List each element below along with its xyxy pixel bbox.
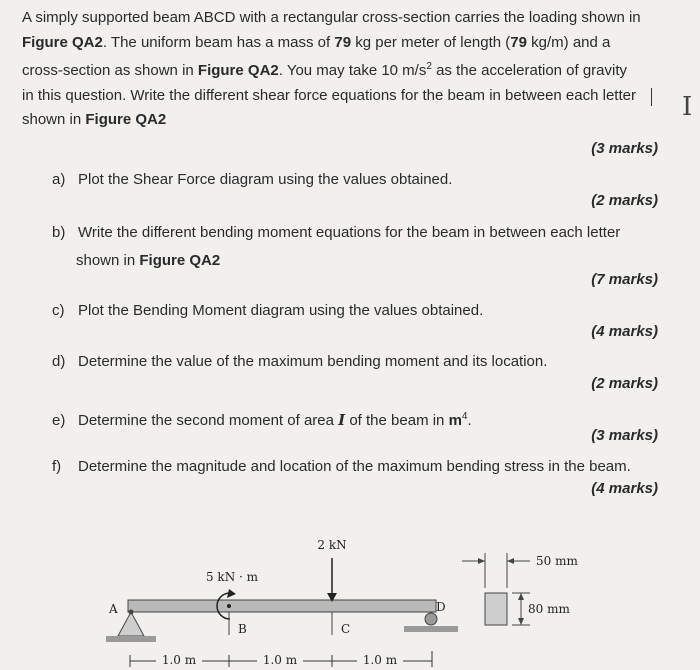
intro-text: . The uniform beam has a mass of bbox=[102, 33, 335, 51]
figure-ref: Figure QA2 bbox=[139, 252, 221, 269]
mass-value: 79 bbox=[510, 33, 527, 51]
intro-line-1: A simply supported beam ABCD with a rectangular cross-section carries the loading shown in bbox=[22, 9, 641, 26]
intro-line-5 bbox=[22, 108, 662, 133]
question-text: . bbox=[467, 412, 472, 429]
figure-ref: Figure QA2 bbox=[197, 62, 279, 79]
label-d: D bbox=[436, 600, 446, 614]
question-text: Determine the value of the maximum bending moment and its location. bbox=[78, 353, 548, 370]
roller-support-d bbox=[404, 613, 458, 632]
dimension-bc: 1.0 m bbox=[262, 653, 298, 667]
marks-label: (4 marks) bbox=[591, 323, 658, 340]
intro-line-4: in this question. Write the different shear force equations for the beam in between each letter bbox=[22, 86, 636, 104]
dimension-ab: 1.0 m bbox=[161, 653, 197, 667]
marks-label: (2 marks) bbox=[591, 375, 658, 392]
unit-m: m bbox=[448, 412, 462, 429]
moment-label: 5 kN · m bbox=[205, 570, 259, 584]
question-e bbox=[52, 405, 662, 433]
question-text: shown in bbox=[76, 252, 140, 269]
label-b: B bbox=[238, 622, 247, 636]
question-label: e) bbox=[52, 412, 66, 429]
beam bbox=[128, 600, 436, 612]
mass-value: 79 bbox=[334, 33, 352, 51]
intro-text: kg/m) and a bbox=[526, 33, 611, 51]
question-d bbox=[52, 350, 662, 374]
question-label: b) bbox=[52, 224, 66, 241]
superscript: 4 bbox=[461, 411, 468, 422]
question-text: Plot the Shear Force diagram using the values obtained. bbox=[78, 171, 453, 188]
question-text: Determine the second moment of area bbox=[78, 412, 339, 429]
ibeam-cursor-icon: I bbox=[682, 92, 693, 122]
question-intro bbox=[22, 6, 662, 133]
symbol-I: I bbox=[338, 411, 346, 429]
question-f bbox=[52, 455, 662, 479]
figure-ref: Figure QA2 bbox=[22, 33, 103, 51]
figure-ref: Figure QA2 bbox=[85, 111, 167, 128]
question-text: Plot the Bending Moment diagram using the values obtained. bbox=[78, 302, 484, 319]
marks-label: (4 marks) bbox=[591, 480, 658, 497]
label-c: C bbox=[341, 622, 351, 636]
height-label: 80 mm bbox=[528, 602, 570, 616]
point-load-arrow bbox=[327, 558, 337, 602]
marks-label: (7 marks) bbox=[591, 271, 658, 288]
intro-text: kg per meter of length ( bbox=[351, 33, 511, 51]
force-label: 2 kN bbox=[317, 538, 347, 552]
question-a bbox=[52, 168, 662, 192]
question-text: of the beam in bbox=[345, 412, 449, 429]
question-label: a) bbox=[52, 171, 66, 188]
intro-line-3 bbox=[22, 55, 662, 84]
question-label: d) bbox=[52, 353, 66, 370]
superscript: 2 bbox=[426, 61, 432, 72]
question-c bbox=[52, 299, 662, 323]
figure-qa2 bbox=[0, 525, 700, 670]
question-text: Write the different bending moment equations for the beam in between each letter bbox=[78, 224, 621, 241]
text-caret bbox=[651, 88, 652, 106]
intro-text: cross-section as shown in bbox=[22, 62, 198, 79]
question-label: c) bbox=[52, 302, 65, 319]
intro-text: as the acceleration of gravity bbox=[431, 62, 628, 79]
marks-label: (3 marks) bbox=[591, 427, 658, 444]
label-a: A bbox=[109, 602, 118, 616]
intro-text: shown in bbox=[22, 111, 86, 128]
width-label: 50 mm bbox=[536, 554, 578, 568]
question-continuation bbox=[52, 249, 662, 273]
marks-label: (2 marks) bbox=[591, 192, 658, 209]
question-b bbox=[52, 221, 662, 273]
intro-line-2 bbox=[22, 31, 662, 56]
intro-text: . You may take 10 m/s bbox=[278, 62, 427, 79]
dimension-cd: 1.0 m bbox=[362, 653, 398, 667]
cross-section bbox=[462, 553, 530, 625]
marks-label: (3 marks) bbox=[591, 140, 658, 157]
question-text: Determine the magnitude and location of the maximum bending stress in the beam. bbox=[78, 458, 631, 475]
question-label: f) bbox=[52, 458, 62, 475]
